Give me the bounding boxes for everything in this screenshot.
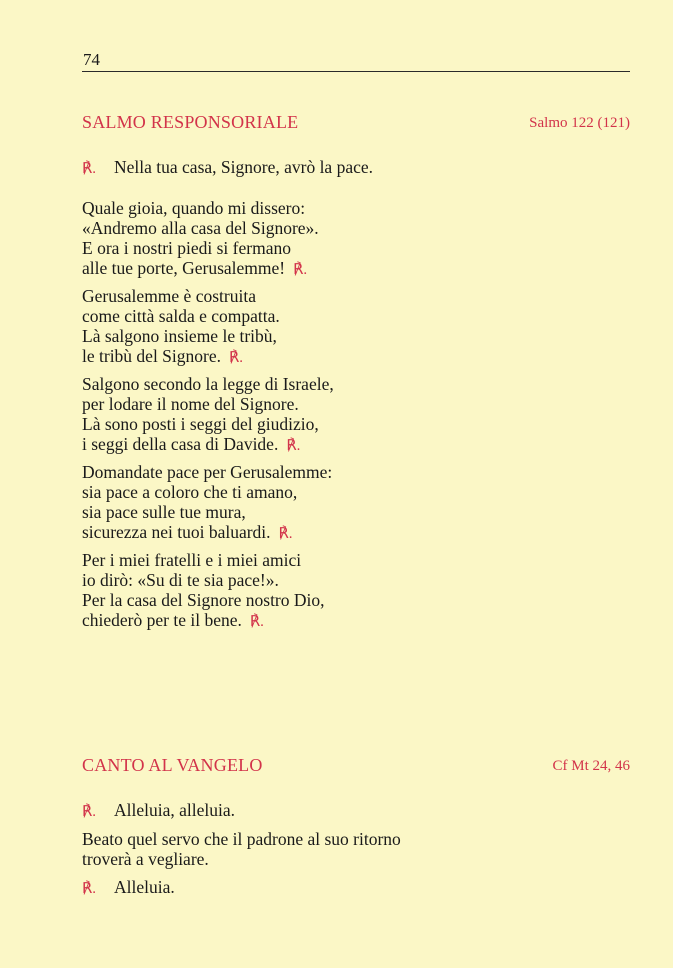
stanza-1-line-4 xyxy=(82,258,307,280)
stanza-5-line-1: Per i miei fratelli e i miei amici xyxy=(82,550,302,570)
psalm-reference: Salmo 122 (121) xyxy=(529,115,630,131)
stanza-3-line-2: per lodare il nome del Signore. xyxy=(82,394,299,414)
stanza-1-line-4-text: alle tue porte, Gerusalemme! xyxy=(82,258,286,278)
stanza-5-line-3: Per la casa del Signore nostro Dio, xyxy=(82,590,325,610)
stanza-4-line-4-text: sicurezza nei tuoi baluardi. xyxy=(82,522,271,542)
gospel-closing-text: Alleluia. xyxy=(114,877,175,897)
stanza-4-line-2: sia pace a coloro che ti amano, xyxy=(82,482,298,502)
stanza-1-line-3: E ora i nostri piedi si fermano xyxy=(82,238,291,258)
response-symbol: ℟. xyxy=(229,350,244,366)
stanza-4-line-4 xyxy=(82,522,293,544)
page-number: 74 xyxy=(83,50,100,69)
stanza-5-line-4-text: chiederò per te il bene. xyxy=(82,610,242,630)
stanza-3-line-4-text: i seggi della casa di Davide. xyxy=(82,434,279,454)
response-symbol: ℟. xyxy=(286,438,301,454)
gospel-heading: CANTO AL VANGELO xyxy=(82,755,263,775)
stanza-3-line-1: Salgono secondo la legge di Israele, xyxy=(82,374,334,394)
response-symbol: ℟. xyxy=(82,881,97,897)
stanza-2-line-4-text: le tribù del Signore. xyxy=(82,346,222,366)
psalm-response-line xyxy=(82,157,373,179)
response-symbol: ℟. xyxy=(249,614,264,630)
stanza-2-line-4 xyxy=(82,346,243,368)
response-symbol: ℟. xyxy=(293,262,308,278)
stanza-5-line-4 xyxy=(82,610,264,632)
stanza-1-line-2: «Andremo alla casa del Signore». xyxy=(82,218,319,238)
stanza-1-line-1: Quale gioia, quando mi dissero: xyxy=(82,198,306,218)
stanza-2-line-1: Gerusalemme è costruita xyxy=(82,286,256,306)
gospel-verse-line-1: Beato quel servo che il padrone al suo ritorno xyxy=(82,829,401,849)
stanza-5-line-2: io dirò: «Su di te sia pace!». xyxy=(82,570,279,590)
response-symbol: ℟. xyxy=(82,804,97,820)
stanza-3-line-3: Là sono posti i seggi del giudizio, xyxy=(82,414,319,434)
gospel-response-text: Alleluia, alleluia. xyxy=(114,800,236,820)
gospel-reference: Cf Mt 24, 46 xyxy=(552,758,630,774)
stanza-4-line-3: sia pace sulle tue mura, xyxy=(82,502,246,522)
stanza-2-line-3: Là salgono insieme le tribù, xyxy=(82,326,277,346)
stanza-3-line-4 xyxy=(82,434,300,456)
header-rule xyxy=(82,71,630,72)
gospel-verse-line-2: troverà a vegliare. xyxy=(82,849,209,869)
gospel-response-line xyxy=(82,800,235,822)
gospel-closing-line xyxy=(82,877,175,899)
psalm-heading: SALMO RESPONSORIALE xyxy=(82,112,299,132)
psalm-response-text: Nella tua casa, Signore, avrò la pace. xyxy=(114,157,373,177)
response-symbol: ℟. xyxy=(278,526,293,542)
stanza-2-line-2: come città salda e compatta. xyxy=(82,306,280,326)
stanza-4-line-1: Domandate pace per Gerusalemme: xyxy=(82,462,333,482)
response-symbol: ℟. xyxy=(82,161,97,177)
